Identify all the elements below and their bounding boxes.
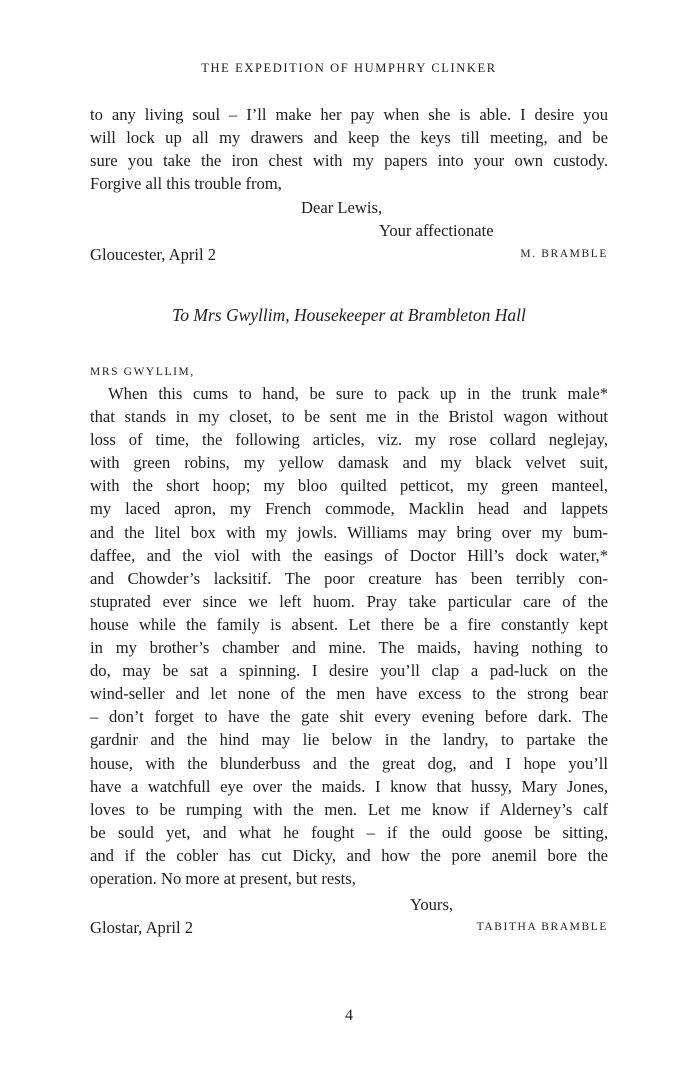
letter2-line: and Chowder’s lacksitif. The poor creature has been terribly con- xyxy=(90,568,608,588)
letter2-line: with the short hoop; my bloo quilted petticot, my green manteel, xyxy=(90,476,608,496)
letter1-body xyxy=(90,103,608,195)
letter2-line: that stands in my closet, to be sent me in the Bristol wagon without xyxy=(90,407,608,427)
letter2-place-date: Glostar, April 2 xyxy=(90,918,194,937)
letter1-closing: Your affectionate xyxy=(379,221,494,240)
letter2-line: in my brother’s chamber and mine. The maids, having nothing to xyxy=(90,638,608,658)
letter2-signature: TABITHA BRAMBLE xyxy=(476,921,608,933)
letter2-line: do, may be sat a spinning. I desire you’ll clap a pad-luck on the xyxy=(90,661,608,681)
letter2-line: operation. No more at present, but rests, xyxy=(90,868,356,888)
letter1-line: will lock up all my drawers and keep the keys till meeting, and be xyxy=(90,128,608,148)
letter2-line: – don’t forget to have the gate shit every evening before dark. The xyxy=(90,707,608,727)
letter1-salutation: Dear Lewis, xyxy=(301,198,383,217)
letter2-heading: To Mrs Gwyllim, Housekeeper at Brambleton Hall xyxy=(172,305,526,325)
letter2-line: and if the cobler has cut Dicky, and how the pore anemil bore the xyxy=(90,845,608,865)
letter2-line: When this cums to hand, be sure to pack up in the trunk male* xyxy=(108,384,608,403)
letter2-line: be sould yet, and what he fought – if the ould goose be sitting, xyxy=(90,822,608,842)
letter2-line: loss of time, the following articles, viz. my rose collard neglejay, xyxy=(90,430,608,450)
page-number: 4 xyxy=(345,1007,353,1024)
letter2-line: house, with the blunderbuss and the great dog, and I hope you’ll xyxy=(90,753,608,773)
letter2-closing: Yours, xyxy=(410,895,454,914)
letter1-signature: M. BRAMBLE xyxy=(520,248,608,260)
letter2-body xyxy=(90,382,608,890)
letter2-line: have a watchfull eye over the maids. I know that hussy, Mary Jones, xyxy=(90,776,608,796)
letter2-line: house while the family is absent. Let there be a fire constantly kept xyxy=(90,614,608,634)
running-head: THE EXPEDITION OF HUMPHRY CLINKER xyxy=(201,61,497,75)
letter1-line: to any living soul – I’ll make her pay when she is able. I desire you xyxy=(90,105,608,124)
letter2-line: and the litel box with my jowls. Williams may bring over my bum- xyxy=(90,522,608,542)
letter2-addressee: MRS GWYLLIM, xyxy=(90,366,195,378)
letter1-line: sure you take the iron chest with my papers into your own custody. xyxy=(90,151,608,171)
letter2-line: daffee, and the viol with the easings of Doctor Hill’s dock water,* xyxy=(90,545,608,565)
letter1-place-date: Gloucester, April 2 xyxy=(90,245,217,264)
letter2-line: wind-seller and let none of the men have excess to the strong bear xyxy=(90,684,608,704)
letter2-line: my laced apron, my French commode, Macklin head and lappets xyxy=(90,499,608,519)
letter2-line: loves to be rumping with the men. Let me know if Alderney’s calf xyxy=(90,799,608,819)
letter2-line: gardnir and the hind may lie below in the landry, to partake the xyxy=(90,730,608,750)
letter2-line: stuprated ever since we left huom. Pray take particular care of the xyxy=(90,591,608,611)
letter1-line: Forgive all this trouble from, xyxy=(90,174,282,194)
letter2-line: with green robins, my yellow damask and my black velvet suit, xyxy=(90,453,608,473)
